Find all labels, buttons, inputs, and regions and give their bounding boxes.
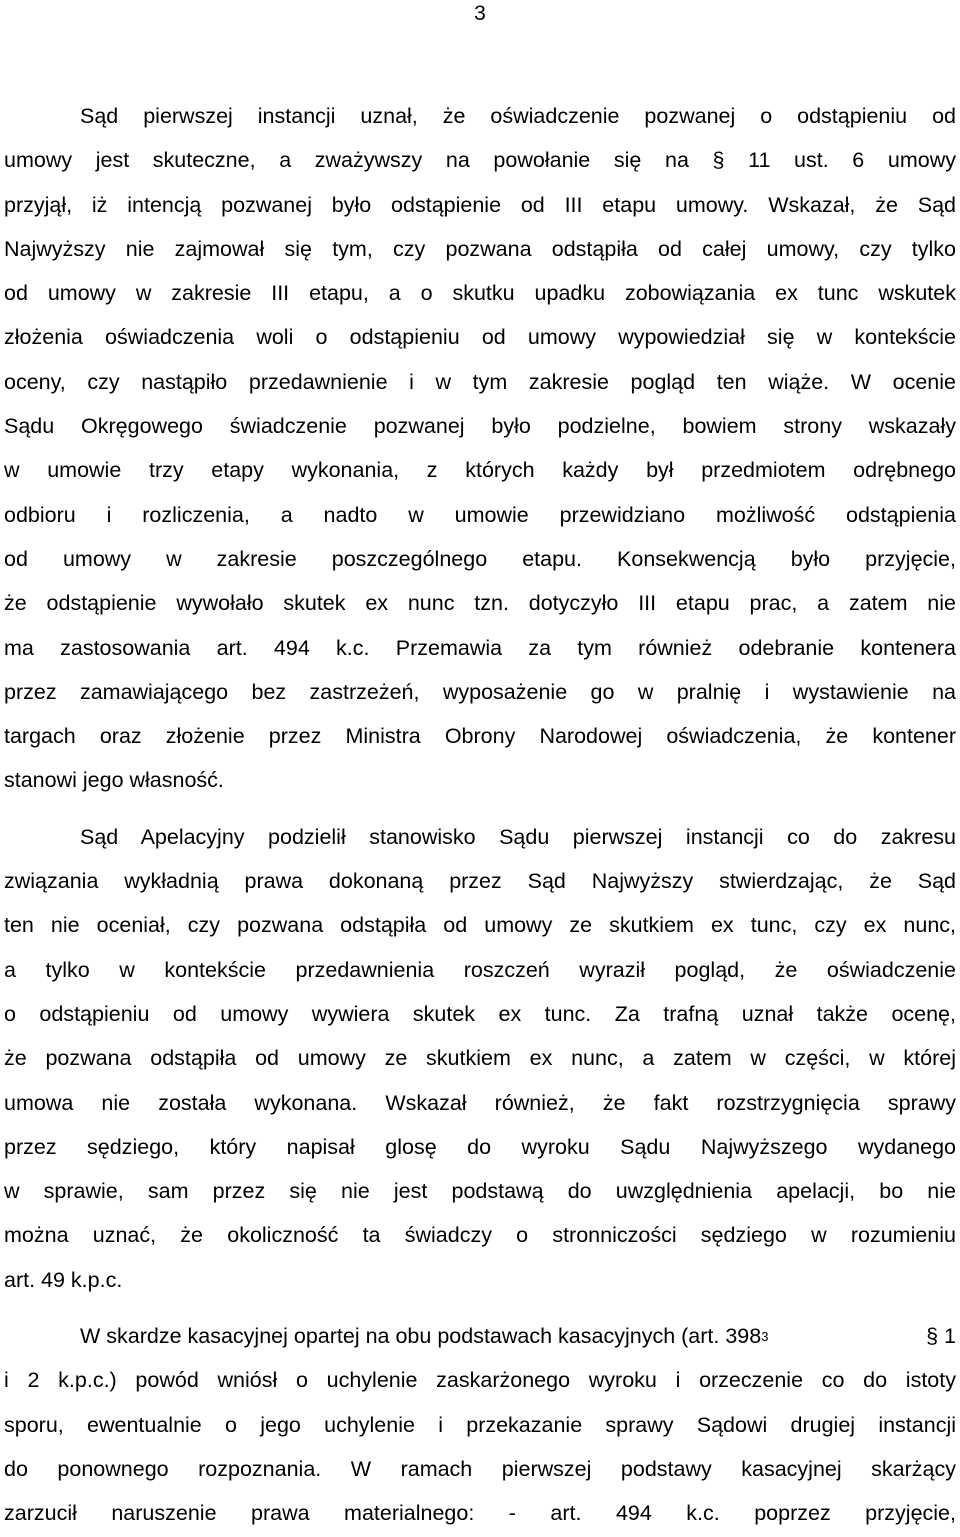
text-line: a tylko w kontekście przedawnienia roszczeń wyraził pogląd, że oświadczenie	[4, 957, 956, 982]
text-line: związania wykładnią prawa dokonaną przez Sąd Najwyższy stwierdzając, że Sąd	[4, 869, 956, 894]
text-line: ten nie oceniał, czy pozwana odstąpiła od umowy ze skutkiem ex tunc, czy ex nunc,	[4, 913, 956, 938]
text-line: od umowy w zakresie III etapu, a o skutku upadku zobowiązania ex tunc wskutek	[4, 281, 956, 306]
text-line: stanowi jego własność.	[4, 768, 224, 793]
text-segment: W skardze kasacyjnej opartej na obu podstawach kasacyjnych (art. 398	[80, 1324, 762, 1349]
document-body	[4, 94, 956, 1536]
text-line: że pozwana odstąpiła od umowy ze skutkiem ex nunc, a zatem w części, w której	[4, 1046, 956, 1071]
text-line: przez sędziego, który napisał glosę do wyroku Sądu Najwyższego wydanego	[4, 1134, 956, 1159]
text-line: W skardze kasacyjnej opartej na obu podstawach kasacyjnych (art. 398 $^3$ § 1	[4, 1314, 956, 1358]
text-line: złożenia oświadczenia woli o odstąpieniu od umowy wypowiedział się w kontekście	[4, 325, 956, 350]
text-line: przez zamawiającego bez zastrzeżeń, wyposażenie go w pralnię i wystawienie na	[4, 679, 956, 704]
text-line: art. 49 k.p.c.	[4, 1267, 123, 1292]
text-line: umowa nie została wykonana. Wskazał również, że fakt rozstrzygnięcia sprawy	[4, 1090, 956, 1115]
text-line: Sąd pierwszej instancji uznał, że oświadczenie pozwanej o odstąpieniu od	[80, 104, 956, 128]
text-line: i 2 k.p.c.) powód wniósł o uchylenie zaskarżonego wyroku i orzeczenie co do istoty	[4, 1368, 956, 1393]
paragraph-3	[4, 1314, 956, 1535]
text-line: przyjął, iż intencją pozwanej było odstąpienie od III etapu umowy. Wskazał, że Sąd	[4, 192, 956, 217]
page-number: 3	[474, 2, 486, 25]
paragraph-2	[4, 815, 956, 1302]
text-line: Sądu Okręgowego świadczenie pozwanej było podzielne, bowiem strony wskazały	[4, 414, 956, 439]
text-line: umowy jest skuteczne, a zważywszy na powołanie się na § 11 ust. 6 umowy	[4, 148, 956, 173]
text-line: odbioru i rozliczenia, a nadto w umowie przewidziano możliwość odstąpienia	[4, 502, 956, 527]
text-line: w umowie trzy etapy wykonania, z których każdy był przedmiotem odrębnego	[4, 458, 956, 483]
text-line: w sprawie, sam przez się nie jest podstawą do uwzględnienia apelacji, bo nie	[4, 1179, 956, 1204]
text-line: że odstąpienie wywołało skutek ex nunc tzn. dotyczyło III etapu prac, a zatem nie	[4, 591, 956, 616]
text-line: oceny, czy nastąpiło przedawnienie i w tym zakresie pogląd ten wiąże. W ocenie	[4, 369, 956, 394]
text-line: ma zastosowania art. 494 k.c. Przemawia za tym również odebranie kontenera	[4, 635, 956, 660]
text-line: sporu, ewentualnie o jego uchylenie i przekazanie sprawy Sądowi drugiej instancji	[4, 1412, 956, 1437]
text-line: targach oraz złożenie przez Ministra Obrony Narodowej oświadczenia, że kontener	[4, 724, 956, 749]
text-line: można uznać, że okoliczność ta świadczy o stronniczości sędziego w rozumieniu	[4, 1223, 956, 1248]
text-line: o odstąpieniu od umowy wywiera skutek ex tunc. Za trafną uznał także ocenę,	[4, 1001, 956, 1026]
text-segment: § 1	[926, 1324, 956, 1349]
text-line: zarzucił naruszenie prawa materialnego: - art. 494 k.c. poprzez przyjęcie,	[4, 1501, 956, 1526]
text-line: Najwyższy nie zajmował się tym, czy pozwana odstąpiła od całej umowy, czy tylko	[4, 236, 956, 261]
paragraph-1	[4, 94, 956, 803]
text-line: do ponownego rozpoznania. W ramach pierwszej podstawy kasacyjnej skarżący	[4, 1456, 956, 1481]
text-line: od umowy w zakresie poszczególnego etapu. Konsekwencją było przyjęcie,	[4, 546, 956, 571]
text-line: Sąd Apelacyjny podzielił stanowisko Sądu pierwszej instancji co do zakresu	[80, 824, 956, 849]
